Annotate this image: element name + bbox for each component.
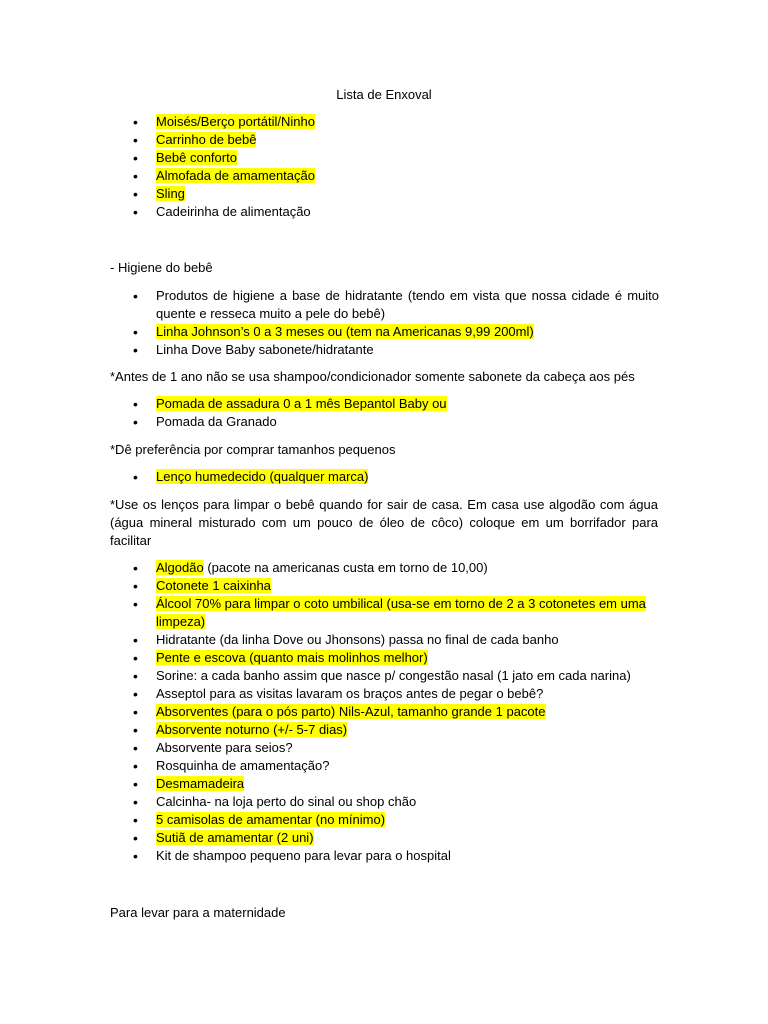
- list-item-text: Asseptol para as visitas lavaram os braços antes de pegar o bebê?: [156, 686, 544, 701]
- list-item-text: Álcool 70% para limpar o coto umbilical (usa-se em torno de 2 a 3 cotonetes em uma limpeza): [156, 596, 646, 629]
- list-item: [133, 113, 659, 131]
- list-higiene: [133, 287, 659, 359]
- list-item: [133, 685, 659, 703]
- list-item-text: Pente e escova (quanto mais molinhos melhor): [156, 650, 428, 665]
- list-item-text: Absorvente noturno (+/- 5-7 dias): [156, 722, 348, 737]
- list-item: [133, 631, 659, 649]
- list-item: [133, 739, 659, 757]
- list-item: [133, 667, 659, 685]
- list-item-text: Linha Johnson’s 0 a 3 meses ou (tem na Americanas 9,99 200ml): [156, 324, 534, 339]
- list-item-highlight: Algodão: [156, 560, 204, 575]
- section-heading-higiene: - Higiene do bebê: [110, 260, 213, 275]
- list-item: [133, 649, 659, 667]
- list-item-text: Desmamadeira: [156, 776, 245, 791]
- list-item: [133, 793, 659, 811]
- list-item-text: Linha Dove Baby sabonete/hidratante: [156, 342, 374, 357]
- list-item-text: Kit de shampoo pequeno para levar para o hospital: [156, 848, 451, 863]
- list-lenco: [133, 468, 659, 486]
- list-item: [133, 203, 659, 221]
- list-item-text: (pacote na americanas custa em torno de 10,00): [203, 560, 488, 575]
- list-item-text: 5 camisolas de amamentar (no mínimo): [156, 812, 386, 827]
- note-shampoo: *Antes de 1 ano não se usa shampoo/condicionador somente sabonete da cabeça aos pés: [110, 369, 635, 384]
- list-item: [133, 757, 659, 775]
- list-item: [133, 811, 659, 829]
- list-item: [133, 721, 659, 739]
- list-item-text: Sutiã de amamentar (2 uni): [156, 830, 314, 845]
- list-item: [133, 413, 659, 431]
- list-item: [133, 149, 659, 167]
- list-item-text: Absorventes (para o pós parto) Nils-Azul, tamanho grande 1 pacote: [156, 704, 546, 719]
- list-item: [133, 395, 659, 413]
- list-item-text: Almofada de amamentação: [156, 168, 315, 183]
- list-item-text: Cotonete 1 caixinha: [156, 578, 271, 593]
- list-item-text: Calcinha- na loja perto do sinal ou shop chão: [156, 794, 417, 809]
- note-lencos: *Use os lenços para limpar o bebê quando for sair de casa. Em casa use algodão com água (água mineral misturado com um pouco de óleo de côco) coloque em um borrifador para facilitar: [110, 497, 658, 548]
- list-item: [133, 131, 659, 149]
- list-item-text: Pomada da Granado: [156, 414, 277, 429]
- list-pomada: [133, 395, 659, 431]
- list-item-text: Moisés/Berço portátil/Ninho: [156, 114, 315, 129]
- list-item-text: Lenço humedecido (qualquer marca): [156, 469, 369, 484]
- list-item-text: Pomada de assadura 0 a 1 mês Bepantol Baby ou: [156, 396, 447, 411]
- list-item: [133, 287, 659, 323]
- list-item: [133, 847, 659, 865]
- document-title: Lista de Enxoval: [336, 87, 432, 102]
- list-item: [133, 468, 659, 486]
- list-enxoval: [133, 113, 659, 221]
- list-item: [133, 577, 659, 595]
- list-item-text: Hidratante (da linha Dove ou Jhonsons) passa no final de cada banho: [156, 632, 559, 647]
- list-item-text: Sorine: a cada banho assim que nasce p/ congestão nasal (1 jato em cada narina): [156, 668, 631, 683]
- list-item: [133, 185, 659, 203]
- list-item: [133, 703, 659, 721]
- list-item: [133, 559, 659, 577]
- note-tamanhos: *Dê preferência por comprar tamanhos pequenos: [110, 442, 396, 457]
- section-heading-maternidade: Para levar para a maternidade: [110, 905, 286, 920]
- list-itens: [133, 559, 659, 865]
- list-item: [133, 341, 659, 359]
- list-item: [133, 829, 659, 847]
- list-item: [133, 595, 659, 631]
- list-item: [133, 323, 659, 341]
- list-item-text: Cadeirinha de alimentação: [156, 204, 311, 219]
- list-item-text: Absorvente para seios?: [156, 740, 293, 755]
- list-item: [133, 775, 659, 793]
- list-item-text: Bebê conforto: [156, 150, 237, 165]
- list-item-text: Produtos de higiene a base de hidratante (tendo em vista que nossa cidade é muito quente e resseca muito a pele do bebê): [156, 288, 659, 321]
- list-item-text: Rosquinha de amamentação?: [156, 758, 330, 773]
- list-item-text: Carrinho de bebê: [156, 132, 257, 147]
- list-item: [133, 167, 659, 185]
- list-item-text: Sling: [156, 186, 185, 201]
